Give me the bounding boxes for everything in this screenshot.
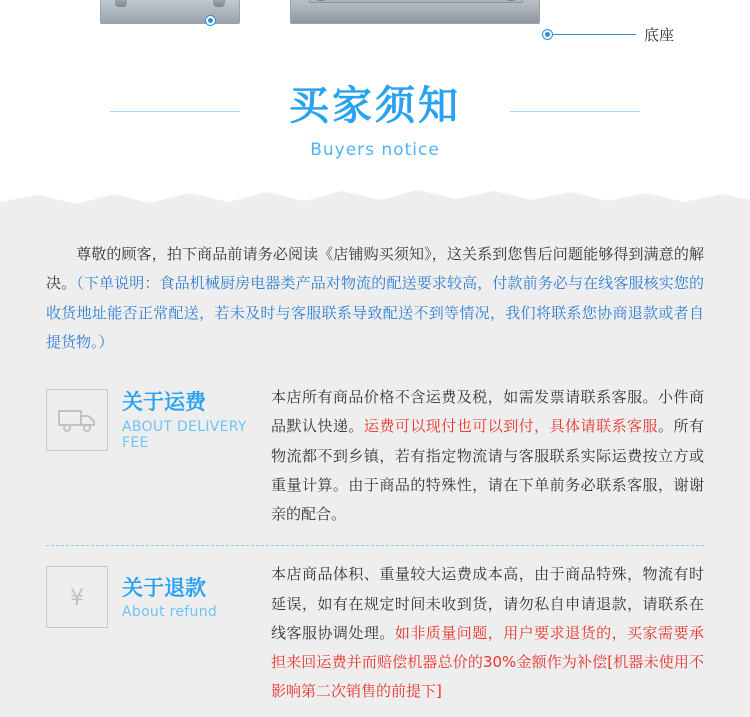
machine-leg — [213, 0, 225, 7]
text-part-highlight: 运费可以现付也可以到付，具体请联系客服 — [363, 417, 659, 436]
section-subtitle: About refund — [122, 603, 218, 620]
notice-section-text — [271, 560, 704, 706]
intro-blue-note: （下单说明：食品机械厨房电器类产品对物流的配送要求较高，付款前务必与在线客服核实您的收货地址能否正常配送，若未及时与客服联系导致配送不到等情况，我们将联系您协商退款或者自提货物。） — [46, 274, 704, 351]
section-heading — [0, 58, 750, 188]
section-title: 关于退款 — [122, 575, 206, 600]
callout-label-base: 底座 — [644, 26, 675, 44]
notice-section-delivery — [0, 373, 750, 539]
product-photo-strip — [0, 0, 750, 58]
yuan-symbol-glyph — [62, 582, 92, 612]
callout-line — [552, 34, 636, 35]
text-part: 本店商品体积、重量较大运费成本高，由于商品特殊，物流有时延误，如有在规定时间未收到货，请勿私自申请退款，请联系在线客服协调处理。 — [271, 565, 704, 642]
buyers-notice-body — [0, 214, 750, 717]
section-subtitle: ABOUT DELIVERY FEE — [122, 418, 247, 451]
text-part-highlight: 如非质量问题，用户要求退货的，买家需要承担来回运费并而赔偿机器总价的30%金额作为补偿[机器未使用不影响第二次销售的前提下] — [271, 623, 704, 701]
notice-section-header — [46, 560, 271, 628]
torn-paper-divider — [0, 188, 750, 214]
svg-text:¥: ¥ — [70, 586, 84, 612]
notice-section-text — [271, 383, 704, 529]
text-part: 。所有物流都不到乡镇，若有指定物流请与客服联系实际运费按立方或重量计算。由于商品的特殊性，请在下单前务必联系客服，谢谢亲的配合。 — [271, 417, 704, 523]
machine-leg — [115, 0, 127, 7]
section-title: 关于运费 — [122, 390, 206, 415]
torn-edge-shape — [0, 188, 750, 214]
product-image-left — [100, 0, 240, 24]
section-divider — [46, 545, 704, 546]
intro-line-1: 尊敬的顾客，拍下商品前请务必阅读《店铺购买须知》，这关系到您售后问 — [76, 245, 568, 263]
notice-section-titles — [108, 389, 271, 450]
intro-paragraph — [0, 214, 750, 373]
product-image-right — [290, 0, 540, 24]
notice-section-refund — [0, 550, 750, 716]
intro-line-2: 题能够得到满意的解决。 — [46, 245, 704, 293]
text-part: 本店所有商品价格不含运费及税，如需发票请联系客服。小件商品默认快递。 — [271, 388, 704, 436]
page-title: 买家须知 — [289, 83, 461, 129]
delivery-truck-glyph — [57, 407, 97, 433]
yuan-refund-icon — [46, 566, 108, 628]
heading-rule-left — [110, 111, 240, 112]
notice-section-titles — [108, 575, 217, 620]
base-marker-icon — [206, 16, 215, 25]
heading-rule-right — [510, 111, 640, 112]
page-subtitle: Buyers notice — [310, 140, 440, 160]
base-marker-icon — [543, 30, 552, 39]
machine-panel — [309, 0, 523, 3]
delivery-truck-icon — [46, 389, 108, 451]
notice-section-header — [46, 383, 271, 451]
